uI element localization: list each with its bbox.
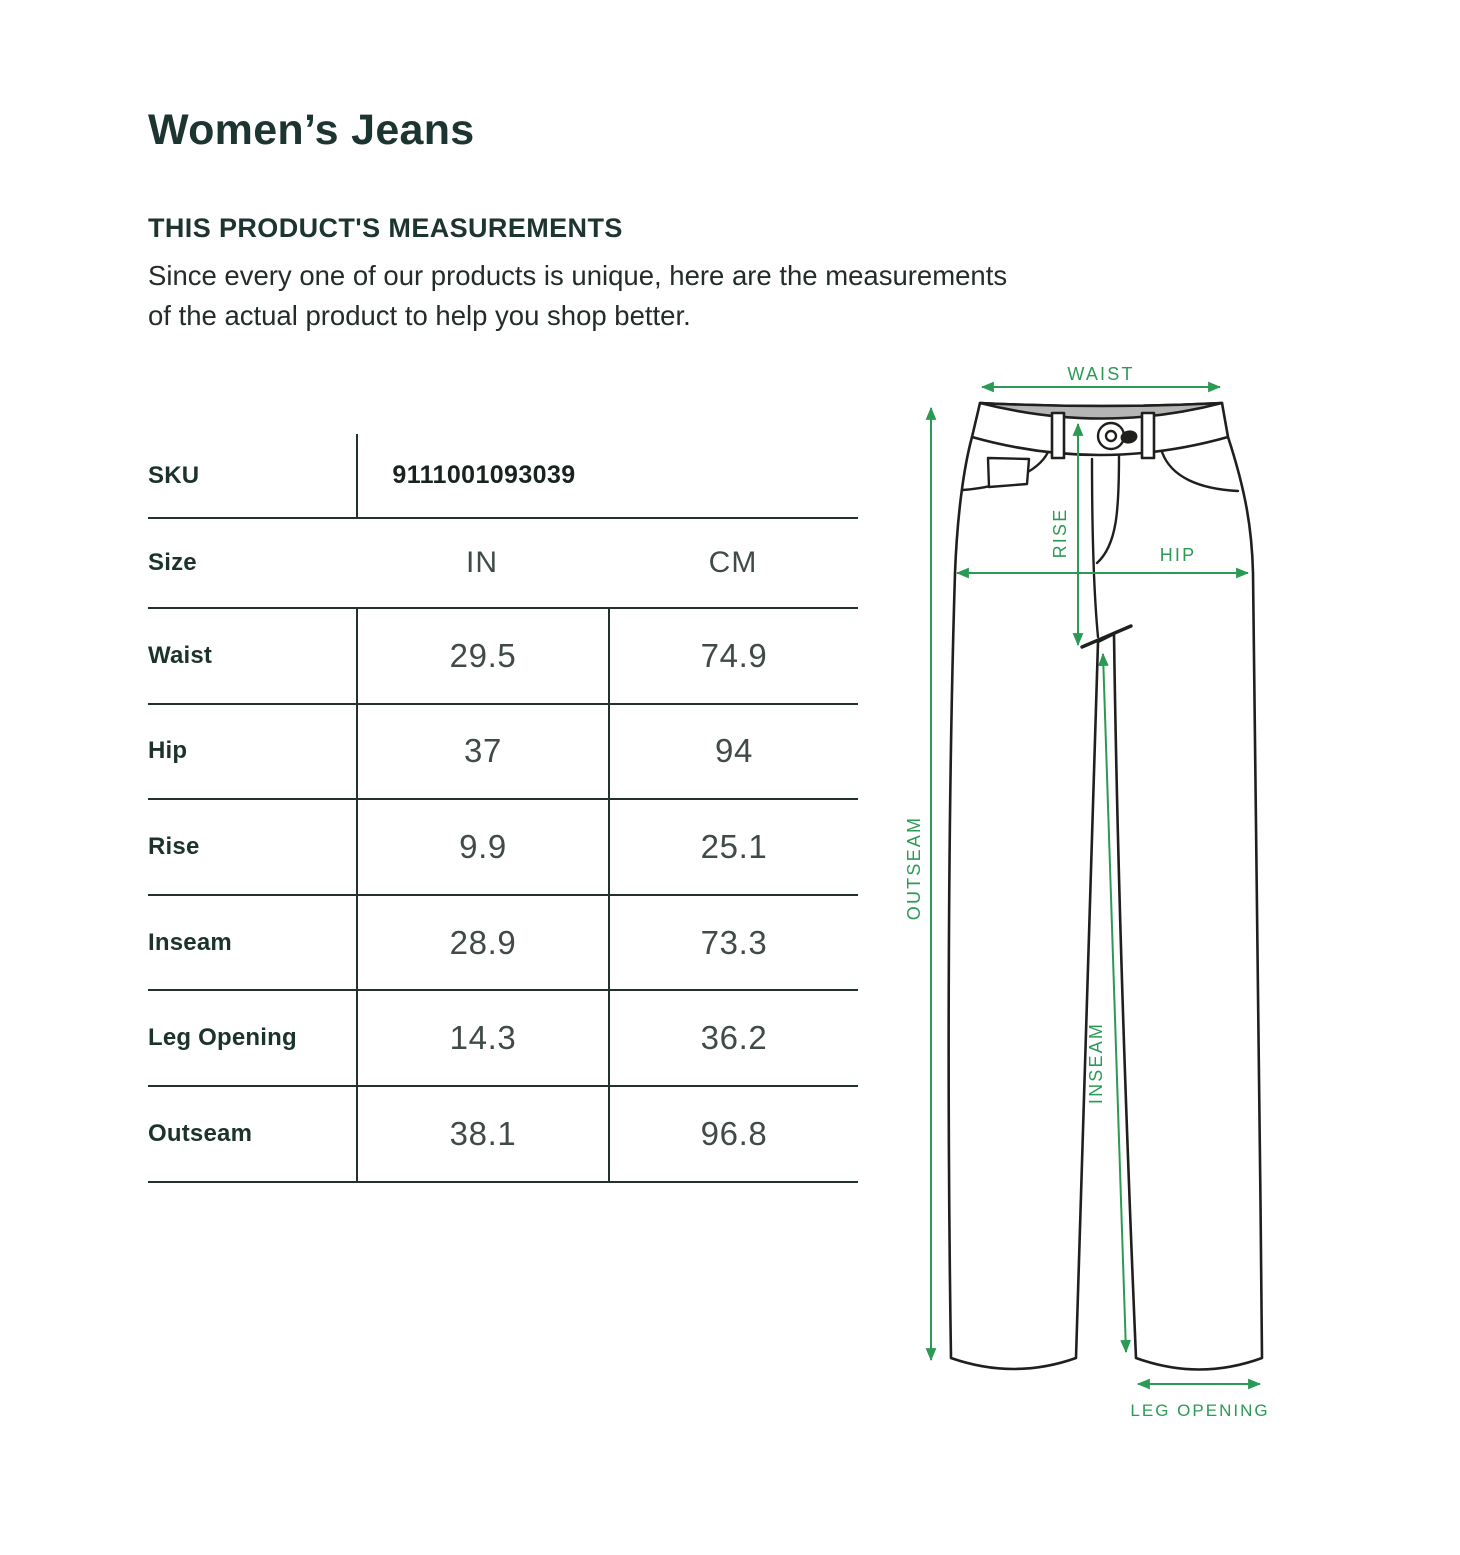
table-row-waist [148,609,858,705]
row-value-cm: 74.9 [608,609,858,703]
table-row-size [148,519,858,609]
table-row-inseam [148,896,858,992]
row-value-cm: 25.1 [608,800,858,894]
row-value-in: 29.5 [356,609,608,703]
description-line-2: of the actual product to help you shop better. [148,300,691,331]
row-label: Waist [148,641,213,669]
unit-header-cm: CM [708,546,758,579]
row-label: Rise [148,832,200,860]
table-row-outseam [148,1087,858,1183]
button [1098,423,1124,449]
row-value-cm: 73.3 [608,896,858,990]
table-row-leg-opening [148,991,858,1087]
row-value-in: 14.3 [356,991,608,1085]
row-value-cm: 94 [608,705,858,799]
row-value-in: 28.9 [356,896,608,990]
row-value-cm: 36.2 [608,991,858,1085]
belt-loop-right [1142,413,1154,458]
inseam-arrow-label: INSEAM [1086,1021,1106,1105]
hip-arrow-label: HIP [1159,545,1197,565]
row-label: Leg Opening [148,1024,297,1052]
row-value-cm: 96.8 [608,1087,858,1181]
row-label: Hip [148,737,188,765]
row-value-in: 38.1 [356,1087,608,1181]
row-value-in: 9.9 [356,800,608,894]
description [148,256,1007,336]
row-label: Outseam [148,1119,253,1147]
section-heading: THIS PRODUCT'S MEASUREMENTS [148,213,623,243]
sku-value: 9111001093039 [392,461,576,489]
row-label: Inseam [148,928,232,956]
description-line-1: Since every one of our products is unique, here are the measurements [148,260,1008,291]
table-row-hip [148,705,858,801]
leg-opening-arrow-label: LEG OPENING [1130,1401,1270,1420]
table-row-sku [148,434,858,519]
measurements-table [148,434,858,1183]
jeans-outline [949,403,1262,1370]
outseam-arrow-label: OUTSEAM [904,815,924,921]
belt-loop-left [1052,413,1064,458]
coin-pocket [988,458,1029,487]
row-value-in: 37 [356,705,608,799]
table-row-rise [148,800,858,896]
unit-header-in: IN [466,546,498,579]
sku-value-cell [356,434,858,517]
rise-arrow-label: RISE [1050,507,1070,559]
page-title: Women’s Jeans [148,106,475,154]
waist-arrow-label: WAIST [1067,364,1135,384]
size-label: Size [148,549,197,576]
jeans-diagram [895,350,1275,1465]
sku-label: SKU [148,461,200,489]
